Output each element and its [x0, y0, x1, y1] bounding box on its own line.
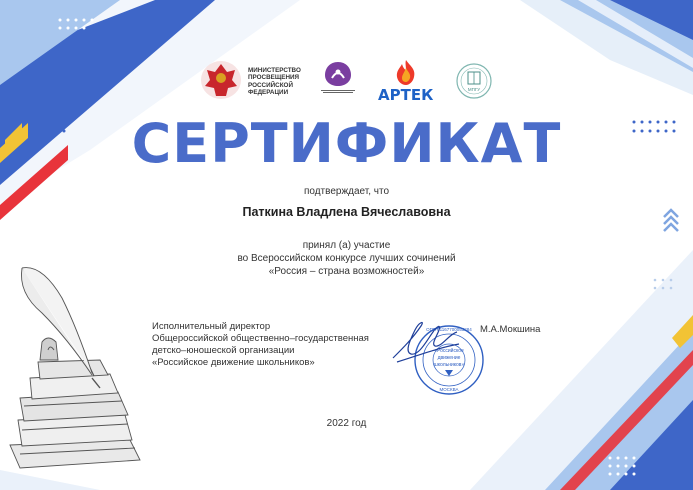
ministry-name: МИНИСТЕРСТВО ПРОСВЕЩЕНИЯ РОССИЙСКОЙ ФЕДЕРАЦИИ — [248, 67, 301, 97]
rdsh-caption-lines — [318, 89, 358, 94]
contest-name: «Россия – страна возможностей» — [268, 266, 425, 277]
stamp-ring-text: ОГРН 1167700053284 — [426, 327, 472, 332]
stamp-inner-line2: движение — [437, 355, 461, 361]
signature-and-stamp — [385, 300, 495, 410]
stamp-icon — [415, 326, 483, 394]
mpgu-logo-text: МПГУ — [467, 87, 481, 92]
stamp-inner-line1: «Российское — [434, 348, 464, 354]
recipient-name: Паткина Владлена Вячеславовна — [242, 205, 451, 219]
signer-name: М.А.Мокшина — [480, 324, 541, 335]
participated-text: принял (а) участие — [302, 240, 391, 251]
confirms-text: подтверждает, что — [303, 186, 390, 197]
stamp-bottom-text: МОСКВА — [439, 387, 459, 392]
artek-logo-text: АРТЕК — [378, 86, 434, 104]
deco-bottom-left-light — [0, 470, 100, 490]
ministry-emblem-icon — [198, 58, 244, 102]
contest-text: во Всероссийском конкурсе лучших сочинений — [237, 253, 456, 264]
rdsh-logo-icon — [323, 60, 353, 88]
artek-flame-icon — [393, 58, 419, 86]
certificate-title: СЕРТИФИКАТ — [131, 112, 562, 175]
books-and-quill-illustration — [10, 268, 140, 468]
mpgu-logo-icon — [455, 62, 493, 100]
stamp-inner-line3: школьников» — [433, 362, 465, 368]
director-title: Исполнительный директор Общероссийской общественно–государственная детско–юношеской организации «Российское движение школьников» — [152, 321, 369, 368]
certificate-year: 2022 год — [326, 418, 367, 429]
